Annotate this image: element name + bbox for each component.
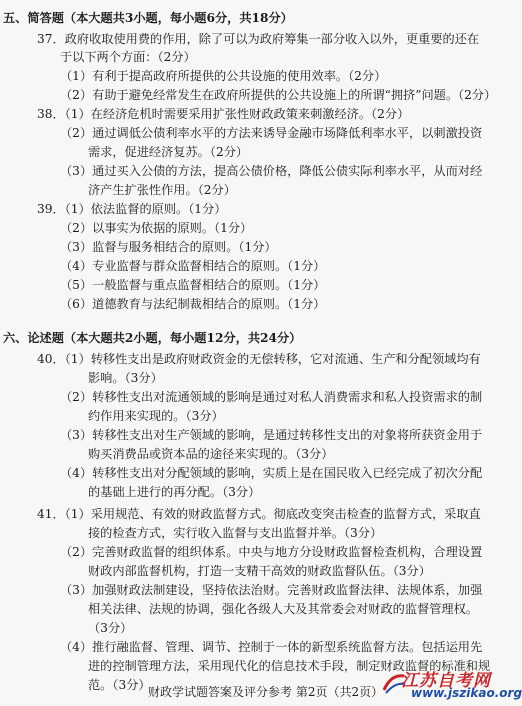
answer-line: （2）转移性支出对流通领域的影响是通过对私人消费需求和私人投资需求的制: [60, 390, 483, 404]
answer-line: 接的检查方式，实行收入监督与支出监督并举。（3分）: [88, 526, 383, 540]
answer-line: 购买消费品或资本品的途径来实现的。（3分）: [88, 447, 334, 461]
answer-line: （1）有利于提高政府所提供的公共设施的使用效率。（2分）: [60, 69, 387, 83]
answer-line: （4）推行融监督、管理、调节、控制于一体的新型系统监督方法。包括运用先: [60, 640, 483, 654]
answer-line: 41．（1）采用规范、有效的财政监督方式。彻底改变突击检查的监督方式，采取直: [37, 507, 481, 521]
watermark-url: www.jszikao.org: [411, 686, 522, 700]
answer-line: 进的控制管理方法，采用现代化的信息技术手段，制定财政监督的标准和规: [88, 659, 491, 673]
answer-line: （5）一般监督与重点监督相结合的原则。（1分）: [60, 278, 326, 292]
answer-line: （3）加强财政法制建设，坚持依法治财。完善财政监督法律、法规体系，加强: [60, 583, 483, 597]
answer-line: 影响。（3分）: [88, 371, 163, 385]
answer-line: （3）转移性支出对生产领域的影响，是通过转移性支出的对象将所获资金用于: [60, 428, 483, 442]
answer-line: 的基础上进行的再分配。（3分）: [88, 485, 261, 499]
answer-line: （2）有助于避免经常发生在政府所提供的公共设施上的所谓“拥挤”问题。（2分）: [60, 88, 497, 102]
answer-line: 于以下两个方面：（2分）: [60, 50, 196, 64]
answer-line: （4）专业监督与群众监督相结合的原则。（1分）: [60, 259, 326, 273]
answer-line: 约作用来实现的。（3分）: [88, 409, 224, 423]
answer-line: 需求，促进经济复苏。（2分）: [88, 145, 249, 159]
watermark-title: 江苏自考网: [401, 671, 491, 691]
answer-line: 财政内部监督机构，打造一支精干高效的财政监督队伍。（3分）: [88, 564, 431, 578]
answer-line: 范。（3分）: [88, 678, 151, 692]
section-heading: 五、简答题（本大题共3小题，每小题6分，共18分）: [3, 11, 293, 25]
answer-line: （2）通过调低公债利率水平的方法来诱导金融市场降低利率水平，以刺激投资: [60, 126, 483, 140]
answer-line: 37．政府收取使用费的作用，除了可以为政府筹集一部分收入以外，更重要的还在: [37, 32, 480, 46]
answer-line: （2）完善财政监督的组织体系。中央与地方分设财政监督检查机构，合理设置: [60, 545, 483, 559]
answer-line: 38．（1）在经济危机时需要采用扩张性财政政策来刺激经济。（2分）: [37, 107, 410, 121]
site-watermark: [381, 666, 522, 702]
answer-line: （3）监督与服务相结合的原则。（1分）: [60, 240, 277, 254]
answer-line: （6）道德教育与法纪制裁相结合的原则。（1分）: [60, 297, 326, 311]
answer-line: 济产生扩张性作用。（2分）: [88, 183, 236, 197]
answer-line: 相关法律、法规的协调，强化各级人大及其常委会对财政的监督管理权。: [88, 602, 478, 616]
section-heading: 六、论述题（本大题共2小题，每小题12分，共24分）: [3, 331, 302, 345]
page-footer: 财政学试题答案及评分参考 第2页（共2页）: [148, 685, 384, 699]
answer-line: （4）转移性支出对分配领域的影响，实质上是在国民收入已经完成了初次分配: [60, 466, 483, 480]
answer-line: （3）通过买入公债的方法，提高公债价格，降低公债实际利率水平，从而对经: [60, 164, 483, 178]
answer-line: 40．（1）转移性支出是政府财政资金的无偿转移，它对流通、生产和分配领域均有: [37, 352, 481, 366]
answer-line: （2）以事实为依据的原则。（1分）: [60, 221, 253, 235]
answer-line: （3分）: [88, 621, 133, 635]
answer-line: 39．（1）依法监督的原则。（1分）: [37, 202, 227, 216]
